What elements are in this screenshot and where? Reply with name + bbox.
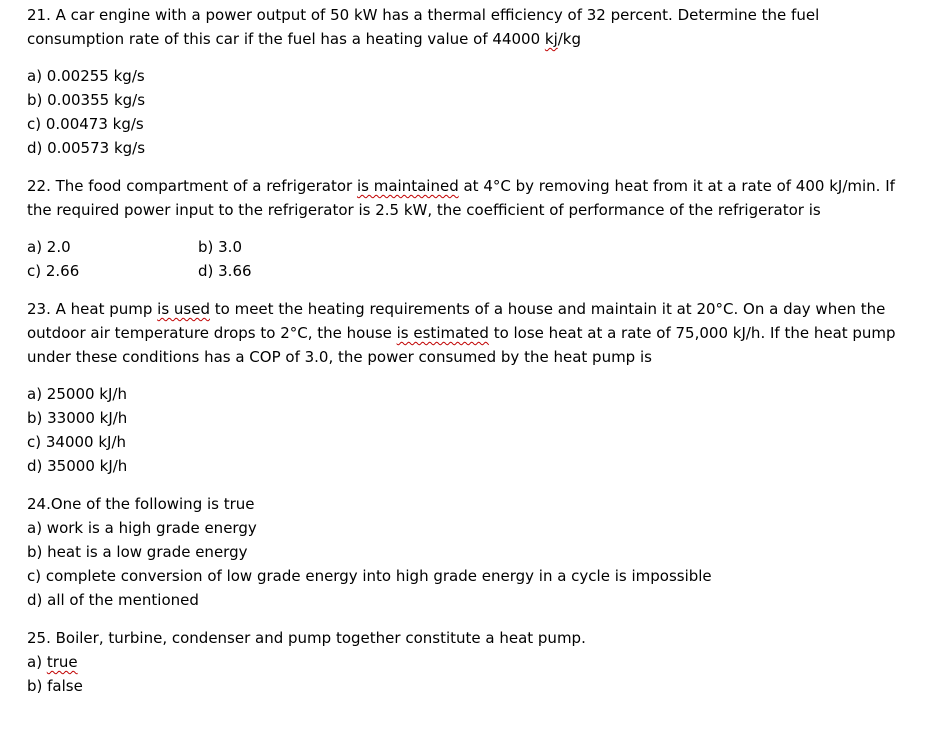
question-21-text-line-2-end: /kg <box>557 30 582 48</box>
question-23-option-c: c) 34000 kJ/h <box>27 433 127 451</box>
grammar-flagged-phrase: is maintained <box>356 177 459 195</box>
question-23-option-a: a) 25000 kJ/h <box>27 385 127 403</box>
question-22-text-line-1-end: at 4°C by removing heat from it at a rate of 400 kJ/min. If <box>458 177 895 195</box>
question-25 <box>27 626 932 698</box>
spellcheck-flagged-word: true <box>46 653 78 671</box>
document-page <box>27 3 932 698</box>
question-22-option-d: d) 3.66 <box>198 262 252 280</box>
question-21-text-line-2 <box>27 27 932 51</box>
question-24-option-c: c) complete conversion of low grade energy into high grade energy in a cycle is impossible <box>27 567 712 585</box>
question-22-text-line-1 <box>27 174 932 198</box>
question-21-text-line-2-start: consumption rate of this car if the fuel has a heating value of 44000 <box>27 30 545 48</box>
question-22-option-a: a) 2.0 <box>27 238 71 256</box>
question-22-text-line-1-start: 22. The food compartment of a refrigerator <box>27 177 357 195</box>
question-24-option-d: d) all of the mentioned <box>27 591 199 609</box>
question-25-option-a-prefix: a) <box>27 653 47 671</box>
question-22-option-c: c) 2.66 <box>27 262 80 280</box>
question-22 <box>27 174 932 283</box>
question-21-option-d: d) 0.00573 kg/s <box>27 139 146 157</box>
question-21-option-a: a) 0.00255 kg/s <box>27 67 145 85</box>
question-21 <box>27 3 932 160</box>
question-21-option-b: b) 0.00355 kg/s <box>27 91 146 109</box>
question-25-option-a <box>27 650 932 674</box>
question-22-options-row-2 <box>27 259 932 283</box>
question-22-options-row-1 <box>27 235 932 259</box>
question-23-option-d: d) 35000 kJ/h <box>27 457 128 475</box>
question-23-text-line-3: under these conditions has a COP of 3.0, the power consumed by the heat pump is <box>27 348 652 366</box>
question-23-text-line-2 <box>27 321 932 345</box>
spellcheck-flagged-word: kj <box>544 30 558 48</box>
question-25-text: 25. Boiler, turbine, condenser and pump together constitute a heat pump. <box>27 629 586 647</box>
question-22-option-b: b) 3.0 <box>198 238 242 256</box>
grammar-flagged-phrase: is used <box>157 300 210 318</box>
question-25-option-b: b) false <box>27 677 83 695</box>
question-22-text-line-2: the required power input to the refrigerator is 2.5 kW, the coefficient of performance of the refrigerator is <box>27 201 821 219</box>
question-24-text: 24.One of the following is true <box>27 495 255 513</box>
question-23-option-b: b) 33000 kJ/h <box>27 409 128 427</box>
question-24-option-b: b) heat is a low grade energy <box>27 543 248 561</box>
question-23 <box>27 297 932 478</box>
question-23-text-line-1-start: 23. A heat pump <box>27 300 158 318</box>
question-21-option-c: c) 0.00473 kg/s <box>27 115 144 133</box>
question-24 <box>27 492 932 612</box>
question-23-text-line-2-start: outdoor air temperature drops to 2°C, the house <box>27 324 397 342</box>
question-23-text-line-1 <box>27 297 932 321</box>
question-24-option-a: a) work is a high grade energy <box>27 519 257 537</box>
question-21-text-line-1: 21. A car engine with a power output of 50 kW has a thermal efficiency of 32 percent. Determine the fuel <box>27 6 820 24</box>
question-23-text-line-1-end: to meet the heating requirements of a house and maintain it at 20°C. On a day when the <box>210 300 886 318</box>
grammar-flagged-phrase: is estimated <box>396 324 489 342</box>
question-23-text-line-2-end: to lose heat at a rate of 75,000 kJ/h. If the heat pump <box>488 324 896 342</box>
